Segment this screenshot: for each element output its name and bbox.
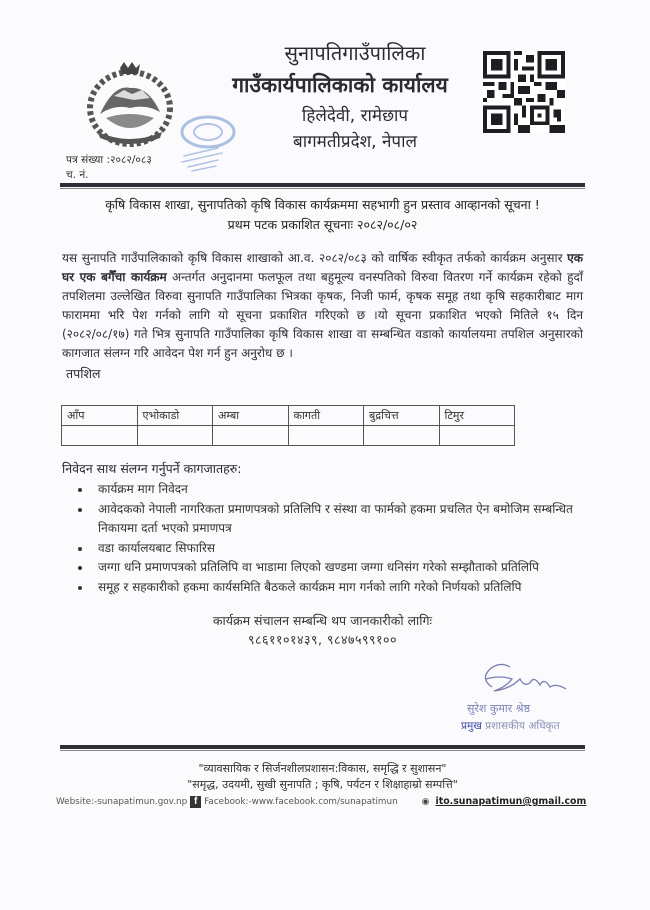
letter-number: पत्र संख्या :२०८२/०८३: [66, 154, 152, 166]
table-cell: [213, 426, 289, 446]
notice-subtitle: प्रथम पटक प्रकाशित सूचनाः २०८२/०८/०२: [227, 217, 418, 232]
signatory-title-rest: प्रशासकीय अधिकृत: [481, 720, 560, 732]
table-header-cell: आँप: [62, 406, 138, 426]
documents-list: [72, 480, 607, 597]
table-cell: [62, 426, 138, 446]
list-item: • समूह र सहकारीको हकमा कार्यसमिति बैठकले कार्यक्रम माग गर्नको लागि गरेको निर्णयको प्रतिलिपि: [92, 578, 607, 598]
program-name: एक घर एक बगैँचा कार्यक्रम: [62, 251, 583, 284]
header-divider-thin: [60, 188, 585, 189]
list-item: • आवेदकको नेपाली नागरिकता प्रमाणपत्रको प्रतिलिपि र संस्था वा फार्मको हकमा प्रचलित ऐन बमोजिम सम्बन्धित निकायमा दर्ता भएको प्रमाणपत्र: [92, 500, 607, 539]
list-item: • कार्यक्रम माग निवेदन: [92, 480, 607, 500]
signatory-title: [461, 719, 560, 734]
table-cell: [137, 426, 213, 446]
notice-body: [62, 249, 583, 363]
list-item: • जग्गा धनि प्रमाणपत्रको प्रतिलिपि वा भाडामा लिएको खण्डमा जग्गा धनिसंग गरेको सम्झौताको प्रतिलिपि: [92, 558, 607, 578]
signatory-name: सुरेश कुमार श्रेष्ठ: [467, 702, 531, 715]
signature-block: [0, 657, 650, 745]
list-item: • वडा कार्यालयबाट सिफारिस: [92, 539, 607, 559]
table-cell: [288, 426, 364, 446]
qr-code[interactable]: [483, 50, 565, 134]
table-header-cell: टिमुर: [439, 406, 515, 426]
motto-line-2: "समृद्ध, उदयमी, सुखी सुनापति ; कृषि, पर्यटन र शिक्षाहाम्रो सम्पत्ति": [187, 778, 458, 791]
letterhead-office: गाउँकार्यपालिकाको कार्यालय: [232, 73, 448, 97]
details-label: तपशिल: [66, 366, 101, 381]
footer-divider: [60, 745, 585, 749]
document-body: [0, 183, 650, 809]
body-text-intro: यस सुनापति गाउँपालिकाको कृषि विकास शाखाको आ.व. २०८२/०८३ को वार्षिक स्वीकृत तर्फको कार्यक्रम अनुसार: [62, 251, 568, 265]
email-link[interactable]: ito.sunapatimun@gmail.com: [435, 796, 587, 807]
motto-line-1: "व्यावसायिक र सिर्जनशीलप्रशासन:विकास, समृद्धि र सुशासन": [198, 762, 447, 775]
header-divider: [60, 183, 585, 187]
facebook-link[interactable]: Facebook:-www.facebook.com/sunapatimun: [204, 797, 398, 807]
letterhead-municipality: सुनापतिगाउँपालिका: [284, 41, 426, 65]
dispatch-number: च. नं.: [66, 169, 89, 181]
signature: [470, 657, 580, 697]
email-icon: ◉: [421, 797, 430, 807]
table-header-cell: कागती: [288, 406, 364, 426]
plants-table: [61, 405, 515, 446]
footer-divider-thin: [60, 750, 585, 751]
table-header-cell: एभोकाडो: [137, 406, 213, 426]
contact-label: कार्यक्रम संचालन सम्बन्धि थप जानकारीको लागिः: [212, 613, 433, 628]
table-header-row: [62, 406, 515, 426]
table-cell: [439, 426, 515, 446]
body-text-main: अन्तर्गत अनुदानमा फलफूल तथा बहुमूल्य वनस्पतिको विरुवा वितरण गर्ने कार्यक्रम रहेको हुदाँ तपशिलमा उल्लेखित विरुवा सुनापति गाउँपालिका भित्रका कृषक, निजी फार्म, कृषक समूह तथा कृषि सहकारीबाट माग फाराममा भरि पेश गर्नको लागि यो सूचना प्रकाशित गरिएको छ ।यो सूचना प्रकाशित भएको मितिले १५ दिन (२०८२/०८/१७) गते भित्र सुनापति गाउँपालिका कृषि विकास शाखा वा सम्बन्धित वडाको कार्यालयमा तपशिल अनुसारको कागजात संलग्न गरि आवेदन पेश गर्न हुन अनुरोध छ ।: [62, 270, 584, 360]
documents-lead: निवेदन साथ संलग्न गर्नुपर्ने कागजातहरु:: [62, 461, 242, 476]
letterhead-province: बागमतीप्रदेश, नेपाल: [292, 132, 418, 152]
letterhead-address: हिलेदेवी, रामेछाप: [301, 106, 409, 126]
nepal-emblem-logo: [84, 58, 176, 150]
table-row: [62, 426, 515, 446]
contact-phones: ९८६११०१४३९, ९८४७५९९१००: [248, 632, 397, 647]
table-cell: [364, 426, 440, 446]
footer-contacts: [56, 795, 646, 809]
facebook-icon: f: [190, 796, 201, 808]
signatory-title-strong: प्रमुख: [461, 720, 482, 732]
website-link[interactable]: Website:-sunapatimun.gov.np: [56, 797, 188, 807]
notice-title: कृषि विकास शाखा, सुनापतिको कृषि विकास कार्यक्रममा सहभागी हुन प्रस्ताव आव्हानको सूचना !: [105, 197, 540, 212]
office-stamp: [178, 112, 240, 172]
table-header-cell: बुद्रचित्त: [364, 406, 440, 426]
table-header-cell: अम्बा: [213, 406, 289, 426]
